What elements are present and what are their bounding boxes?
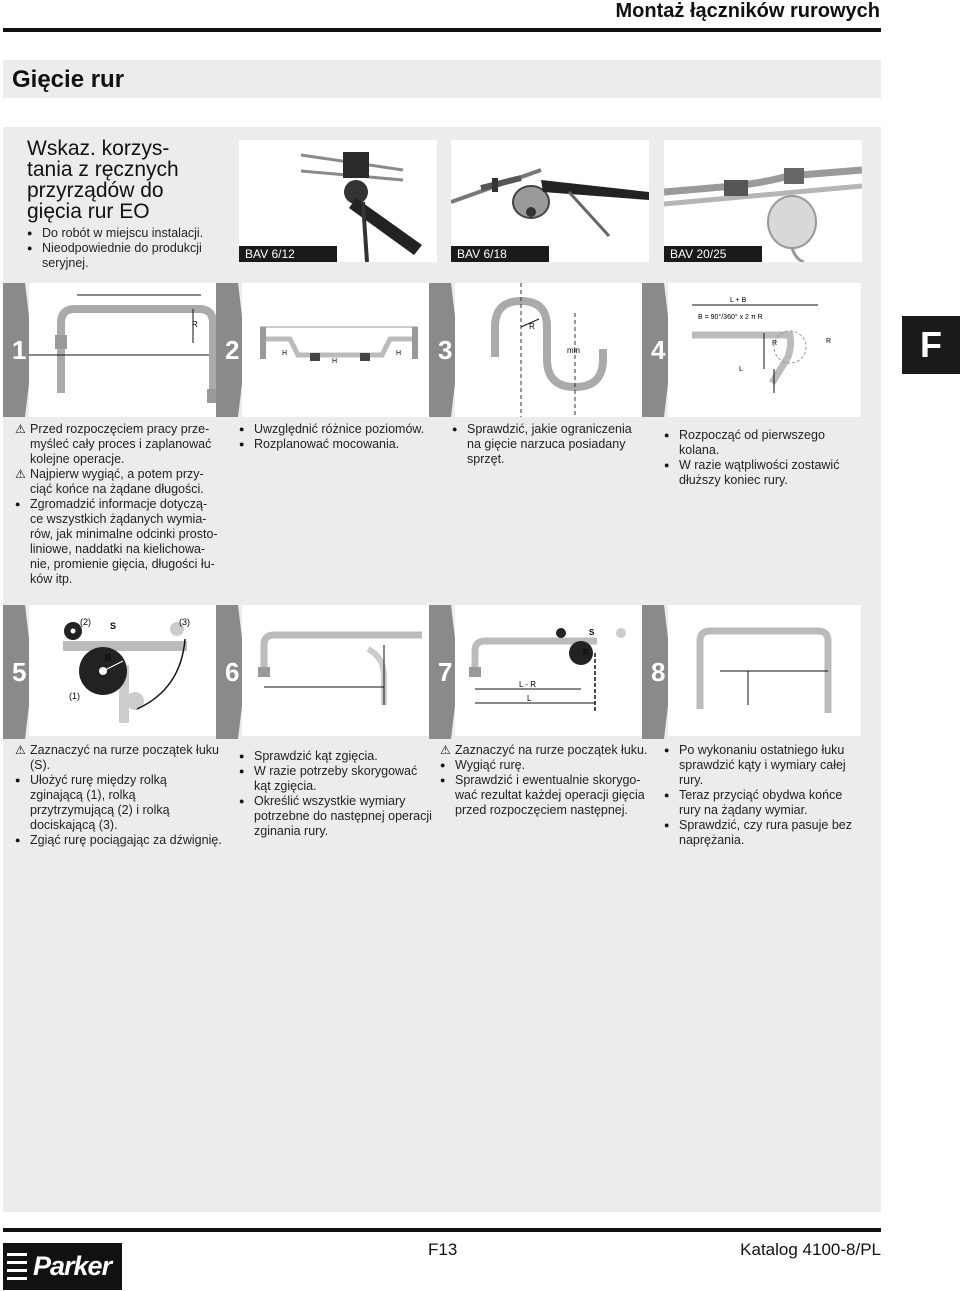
intro-title <box>27 138 232 222</box>
step-2-diagram <box>242 283 437 417</box>
bending-roller-label: (1) <box>69 691 80 701</box>
photo-bav-6-18 <box>451 140 649 262</box>
length-label: L <box>739 366 743 373</box>
step-8-note: ● Teraz przyciąć obydwa końce rury na żądany wymiar. <box>664 788 860 818</box>
length-label: L <box>527 694 532 703</box>
bender-small-illustration <box>239 140 437 262</box>
step-8-note: ● Sprawdzić, czy rura pasuje bez naprężania. <box>664 818 860 848</box>
length-minus-radius-label: L - R <box>519 680 537 689</box>
step-4-number: 4 <box>651 335 666 365</box>
intro-bullet: ● Do robót w miejscu instalacji. <box>27 226 227 241</box>
height-label: H <box>396 350 402 357</box>
step-2-instructions <box>239 422 435 452</box>
step-7-instructions <box>440 743 648 818</box>
photo-bav-6-12 <box>239 140 437 262</box>
step-4-note: ● Rozpocząć od pierwszego kolana. <box>664 428 860 458</box>
radius-label: R <box>583 648 589 657</box>
step-3-instructions <box>452 422 648 467</box>
height-label: H <box>282 350 288 357</box>
step-6-note: ● Określić wszystkie wymiary potrzebne do następnej operacji zginania rury. <box>239 794 435 839</box>
radius-label: R <box>826 338 832 345</box>
step-5-number: 5 <box>12 657 27 687</box>
radius-label: R <box>772 340 778 347</box>
bender-medium-illustration <box>451 140 649 262</box>
height-label: H <box>332 358 338 365</box>
holding-roller-label: (2) <box>80 617 91 627</box>
header-rule <box>3 28 881 32</box>
pressure-roller-label: (3) <box>179 617 190 627</box>
step-1-note: ⚠ Najpierw wygiąć, a potem przy- ciąć końce na żądane długości. <box>15 467 223 497</box>
step-2-note: ● Rozplanować mocowania. <box>239 437 435 452</box>
radius-label: R <box>192 320 198 329</box>
section-band <box>3 60 881 98</box>
step-4-note: ● W razie wątpliwości zostawić dłuższy koniec rury. <box>664 458 860 488</box>
arc-formula-label: B = 90°/360° x 2 π R <box>698 314 763 321</box>
length-plus-arc-label: L + B <box>730 297 747 304</box>
parker-logo-mark <box>3 1243 33 1290</box>
section-title: Gięcie rur <box>12 66 125 93</box>
step-1-instructions <box>15 422 223 587</box>
intro-bullets <box>27 226 227 271</box>
catalog-reference: Katalog 4100-8/PL <box>740 1240 881 1259</box>
step-8-diagram <box>668 605 861 736</box>
step-8-note: ● Po wykonaniu ostatniego łuku sprawdzić kąty i wymiary całej rury. <box>664 743 860 788</box>
chapter-tab: F <box>902 316 960 374</box>
parker-logo <box>3 1243 122 1290</box>
intro-bullet: ● Nieodpowiednie do produkcji seryjnej. <box>27 241 227 271</box>
step-3-note: ● Sprawdzić, jakie ograniczenia na gięcie narzuca posiadany sprzęt. <box>452 422 648 467</box>
step-3-diagram <box>455 283 650 417</box>
photo-label: BAV 6/18 <box>451 246 549 262</box>
radius-label: R <box>105 653 112 663</box>
intro-title-line: gięcia rur EO <box>27 200 150 223</box>
bend-start-label: S <box>110 621 117 631</box>
bender-large-illustration <box>664 140 862 262</box>
step-2-note: ● Uwzględnić różnice poziomów. <box>239 422 435 437</box>
step-3-number: 3 <box>438 335 453 365</box>
step-1-number: 1 <box>12 335 27 365</box>
step-6-number: 6 <box>225 657 240 687</box>
footer-rule <box>3 1228 881 1232</box>
step-5-instructions <box>15 743 223 848</box>
step-5-note: ⚠ Zaznaczyć na rurze początek łuku (S). <box>15 743 223 773</box>
min-label: min <box>567 346 580 355</box>
step-5-diagram <box>29 605 224 736</box>
bend-start-label: S <box>589 628 595 637</box>
step-7-note: ⚠ Zaznaczyć na rurze początek łuku. <box>440 743 648 758</box>
photo-label: BAV 20/25 <box>664 246 762 262</box>
photo-bav-20-25 <box>664 140 862 262</box>
step-4-diagram <box>668 283 861 417</box>
intro-title-line: tania z ręcznych <box>27 158 179 181</box>
step-6-diagram <box>242 605 437 736</box>
step-7-note: ● Wygiąć rurę. <box>440 758 648 773</box>
intro-title-line: Wskaz. korzys- <box>27 137 170 160</box>
step-4-instructions <box>664 428 860 488</box>
step-8-number: 8 <box>651 657 666 687</box>
page-header-title: Montaż łączników rurowych <box>615 0 880 22</box>
step-1-note: ● Zgromadzić informacje dotyczą- ce wszystkich żądanych wymia- rów, jak minimalne odcinki prosto- liniowe, naddatki na kielichowa- nie, promienie gięcia, długości łu- ków itp. <box>15 497 223 587</box>
step-7-note: ● Sprawdzić i ewentualnie skorygo- wać rezultat każdej operacji gięcia przed rozpoczęciem następnej. <box>440 773 648 818</box>
step-7-diagram <box>455 605 650 736</box>
step-6-note: ● W razie potrzeby skorygować kąt zgięcia. <box>239 764 435 794</box>
step-6-instructions <box>239 749 435 839</box>
intro-title-line: przyrządów do <box>27 179 164 202</box>
step-5-note: ● Ułożyć rurę między rolką zginającą (1), rolką przytrzymującą (2) i rolką dociskającą (3). <box>15 773 223 833</box>
step-5-note: ● Zgiąć rurę pociągając za dźwignię. <box>15 833 223 848</box>
radius-label: R <box>529 322 535 331</box>
step-8-instructions <box>664 743 860 848</box>
page-number: F13 <box>428 1240 458 1259</box>
step-2-number: 2 <box>225 335 240 365</box>
parker-logo-text: Parker <box>33 1251 112 1281</box>
photo-label: BAV 6/12 <box>239 246 337 262</box>
step-1-note: ⚠ Przed rozpoczęciem pracy prze- myśleć cały proces i zaplanować kolejne operacje. <box>15 422 223 467</box>
step-1-diagram <box>29 283 224 417</box>
step-6-note: ● Sprawdzić kąt zgięcia. <box>239 749 435 764</box>
step-7-number: 7 <box>438 657 453 687</box>
